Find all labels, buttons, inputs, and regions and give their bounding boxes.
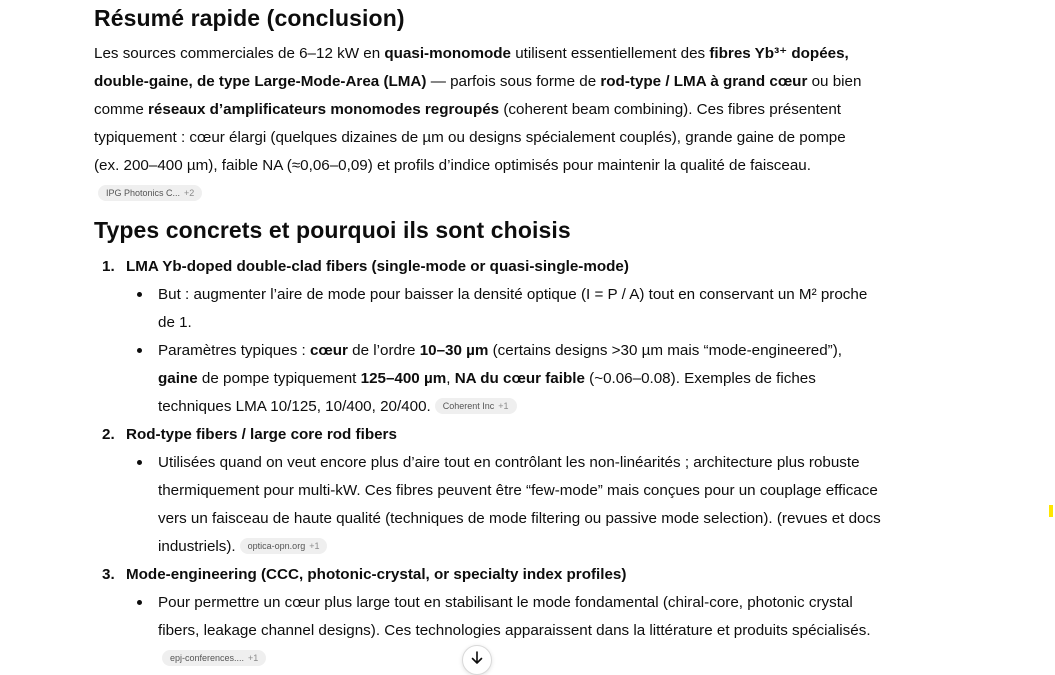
list-item: 2. Rod-type fibers / large core rod fibers Utilisées quand on veut encore plus d’aire tout en contrôlant les non-linéarités ; architecture plus robuste thermiquement pour multi-kW. Ces fibres peuvent être “few-mode” mais conçues pour un couplage efficace vers un faisceau de haute qualité (techniques de mode filtering ou passive mode selection). (revues et docs industriels). optica-opn.org +1 <box>94 421 884 561</box>
bullet-item: Paramètres typiques : cœur de l’ordre 10–30 µm (certains designs >30 µm mais “mode-engineered”), gaine de pompe typiquement 125–400 µm, NA du cœur faible (~0.06–0.08). Exemples de fiches techniques LMA 10/125, 10/400, 20/400. Coherent Inc +1 <box>126 337 884 421</box>
summary-paragraph: Les sources commerciales de 6–12 kW en quasi-monomode utilisent essentiellement des fibres Yb³⁺ dopées, double-gaine, de type Large-Mode-Area (LMA) — parfois sous forme de rod-type / LMA à grand cœur ou bien comme réseaux d’amplificateurs monomodes regroupés (coherent beam combining). Ces fibres présentent typiquement : cœur élargi (quelques dizaines de µm ou designs spécialement couplés), grande gaine de pompe (ex. 200–400 µm), faible NA (≈0,06–0,09) et profils d’indice optimisés pour maintenir la qualité de faisceau.IPG Photonics C... +2 <box>94 40 869 208</box>
section-title-types: Types concrets et pourquoi ils sont choisis <box>94 217 571 243</box>
types-list <box>94 253 884 673</box>
citation-pill[interactable]: IPG Photonics C... +2 <box>98 185 202 201</box>
citation-pill[interactable]: epj-conferences.... +1 <box>162 650 266 666</box>
bullet-item: But : augmenter l’aire de mode pour baisser la densité optique (I = P / A) tout en conservant un M² proche de 1. <box>126 281 884 337</box>
citation-pill[interactable]: Coherent Inc +1 <box>435 398 517 414</box>
bullet-item: Utilisées quand on veut encore plus d’aire tout en contrôlant les non-linéarités ; architecture plus robuste thermiquement pour multi-kW. Ces fibres peuvent être “few-mode” mais conçues pour un couplage efficace vers un faisceau de haute qualité (techniques de mode filtering ou passive mode selection). (revues et docs industriels). optica-opn.org +1 <box>126 449 884 561</box>
scroll-to-bottom-button[interactable] <box>462 645 492 675</box>
bullet-item: Pour permettre un cœur plus large tout en stabilisant le mode fondamental (chiral-core, photonic crystal fibers, leakage channel designs). Ces technologies apparaissent dans la littérature et produits spécialisés.epj-conferences.... +1 <box>126 589 884 673</box>
list-item: 3. Mode-engineering (CCC, photonic-crystal, or specialty index profiles) Pour permettre un cœur plus large tout en stabilisant le mode fondamental (chiral-core, photonic crystal fibers, leakage channel designs). Ces technologies apparaissent dans la littérature et produits spécialisés.epj-conferences.... +1 <box>94 561 884 673</box>
item-title: Rod-type fibers / large core rod fibers <box>126 426 397 443</box>
item-title: LMA Yb-doped double-clad fibers (single-mode or quasi-single-mode) <box>126 258 629 275</box>
arrow-down-icon <box>470 651 484 670</box>
citation-pill[interactable]: optica-opn.org +1 <box>240 538 328 554</box>
item-title: Mode-engineering (CCC, photonic-crystal, or specialty index profiles) <box>126 566 627 583</box>
list-item: 1. LMA Yb-doped double-clad fibers (single-mode or quasi-single-mode) But : augmenter l’aire de mode pour baisser la densité optique (I = P / A) tout en conservant un M² proche de 1. Paramètres typiques : cœur de l’ordre 10–30 µm (certains designs >30 µm mais “mode-engineered”), gaine de pompe typiquement 125–400 µm, NA du cœur faible (~0.06–0.08). Exemples de fiches techniques LMA 10/125, 10/400, 20/400. Coherent Inc +1 <box>94 253 884 421</box>
section-title-summary: Résumé rapide (conclusion) <box>94 5 405 31</box>
scrollbar-marker <box>1049 505 1053 517</box>
